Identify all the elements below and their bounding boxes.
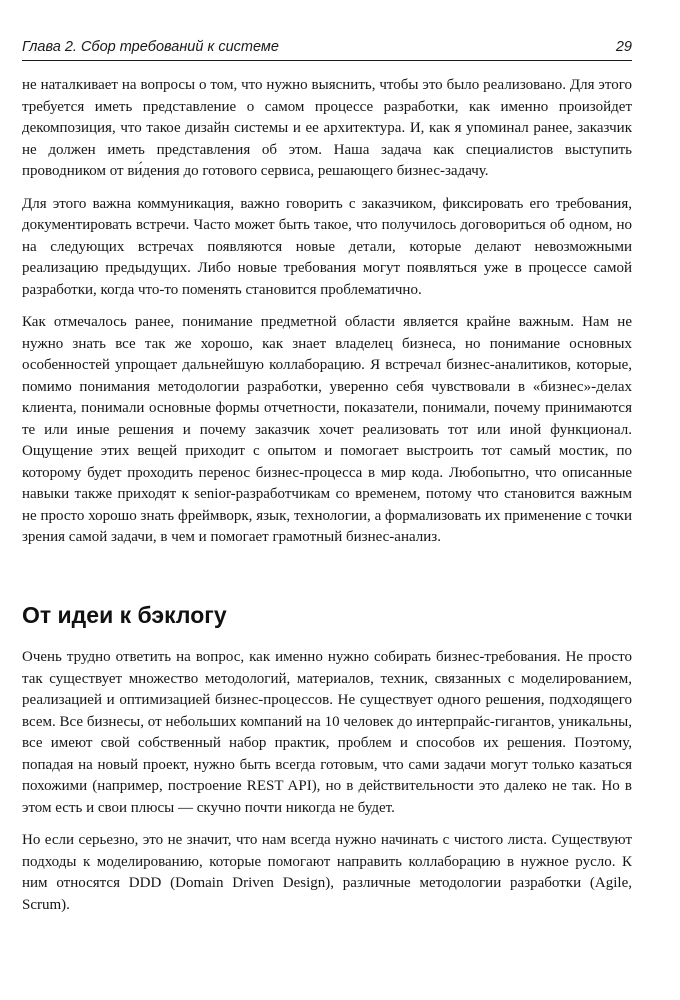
paragraph: Как отмечалось ранее, понимание предметной области является крайне важным. Нам не нужно знать все так же хорошо, как знает владелец бизнеса, но понимание основных особенностей упрощает дальнейшую коллаборацию. Я встречал бизнес-аналитиков, которые, помимо понимания методологии разработки, уверенно себя чувствовали в «бизнес»-делах клиента, понимали основные формы отчетности, показатели, понимали, почему принимаются те или иные решения и почему заказчик хочет реализовать тот или иной функционал. Ощущение этих вещей приходит с опытом и помогает выстроить тот самый мостик, по которому будет проходить перенос бизнес-процесса в мир кода. Любопытно, что описанные навыки также приходят к senior-разработчикам со временем, потому что становится важным не просто хорошо знать фреймворк, язык, технологии, а формализовать их применение с точки зрения самой задачи, в чем и помогает грамотный бизнес-анализ. bbox=[22, 314, 632, 545]
paragraph: не наталкивает на вопросы о том, что нужно выяснить, чтобы это было реализовано. Для этого требуется иметь представление о самом процессе разработки, как именно произойдет декомпозиция, что такое дизайн системы и ее архитектура. И, как я упоминал ранее, заказчик не должен иметь представления об этом. Наша задача как специалистов выступить проводником от ви́дения до готового сервиса, решающего бизнес-задачу. bbox=[22, 77, 632, 179]
paragraph: Очень трудно ответить на вопрос, как именно нужно собирать бизнес-требования. Не просто так существует множество методологий, материалов, техник, связанных с моделированием, реализацией и оптимизацией бизнес-процессов. Не существует одного решения, подходящего всем. Все бизнесы, от небольших компаний на 10 человек до интерпрайс-гигантов, уникальны, все имеют свой собственный набор практик, проблем и способов их решения. Поэтому, попадая на новый проект, нужно быть всегда готовым, что сами задачи могут только казаться похожими (например, построение REST API), но в действительности это далеко не так. Но в этом есть и свои плюсы — скучно почти никогда не будет. bbox=[22, 649, 632, 816]
running-header bbox=[22, 38, 632, 61]
body-text-bottom bbox=[22, 647, 632, 927]
chapter-title: Глава 2. Сбор требований к системе bbox=[22, 39, 279, 55]
section-heading: От идеи к бэклогу bbox=[22, 602, 227, 628]
paragraph: Для этого важна коммуникация, важно говорить с заказчиком, фиксировать его требования, документировать встречи. Часто может быть такое, что получилось договориться об одном, но на следующих встречах появляются новые детали, которые делают невозможными реализацию предыдущих. Либо новые требования могут появляться уже в процессе самой разработки, когда что-то поменять становится проблематично. bbox=[22, 195, 632, 298]
page-number: 29 bbox=[615, 39, 632, 55]
paragraph: Но если серьезно, это не значит, что нам всегда нужно начинать с чистого листа. Существуют подходы к моделированию, которые помогают направить коллаборацию в нужное русло. К ним относятся DDD (Domain Driven Design), различные методологии разработки (Agile, Scrum). bbox=[22, 832, 632, 913]
body-text-top bbox=[22, 75, 632, 560]
